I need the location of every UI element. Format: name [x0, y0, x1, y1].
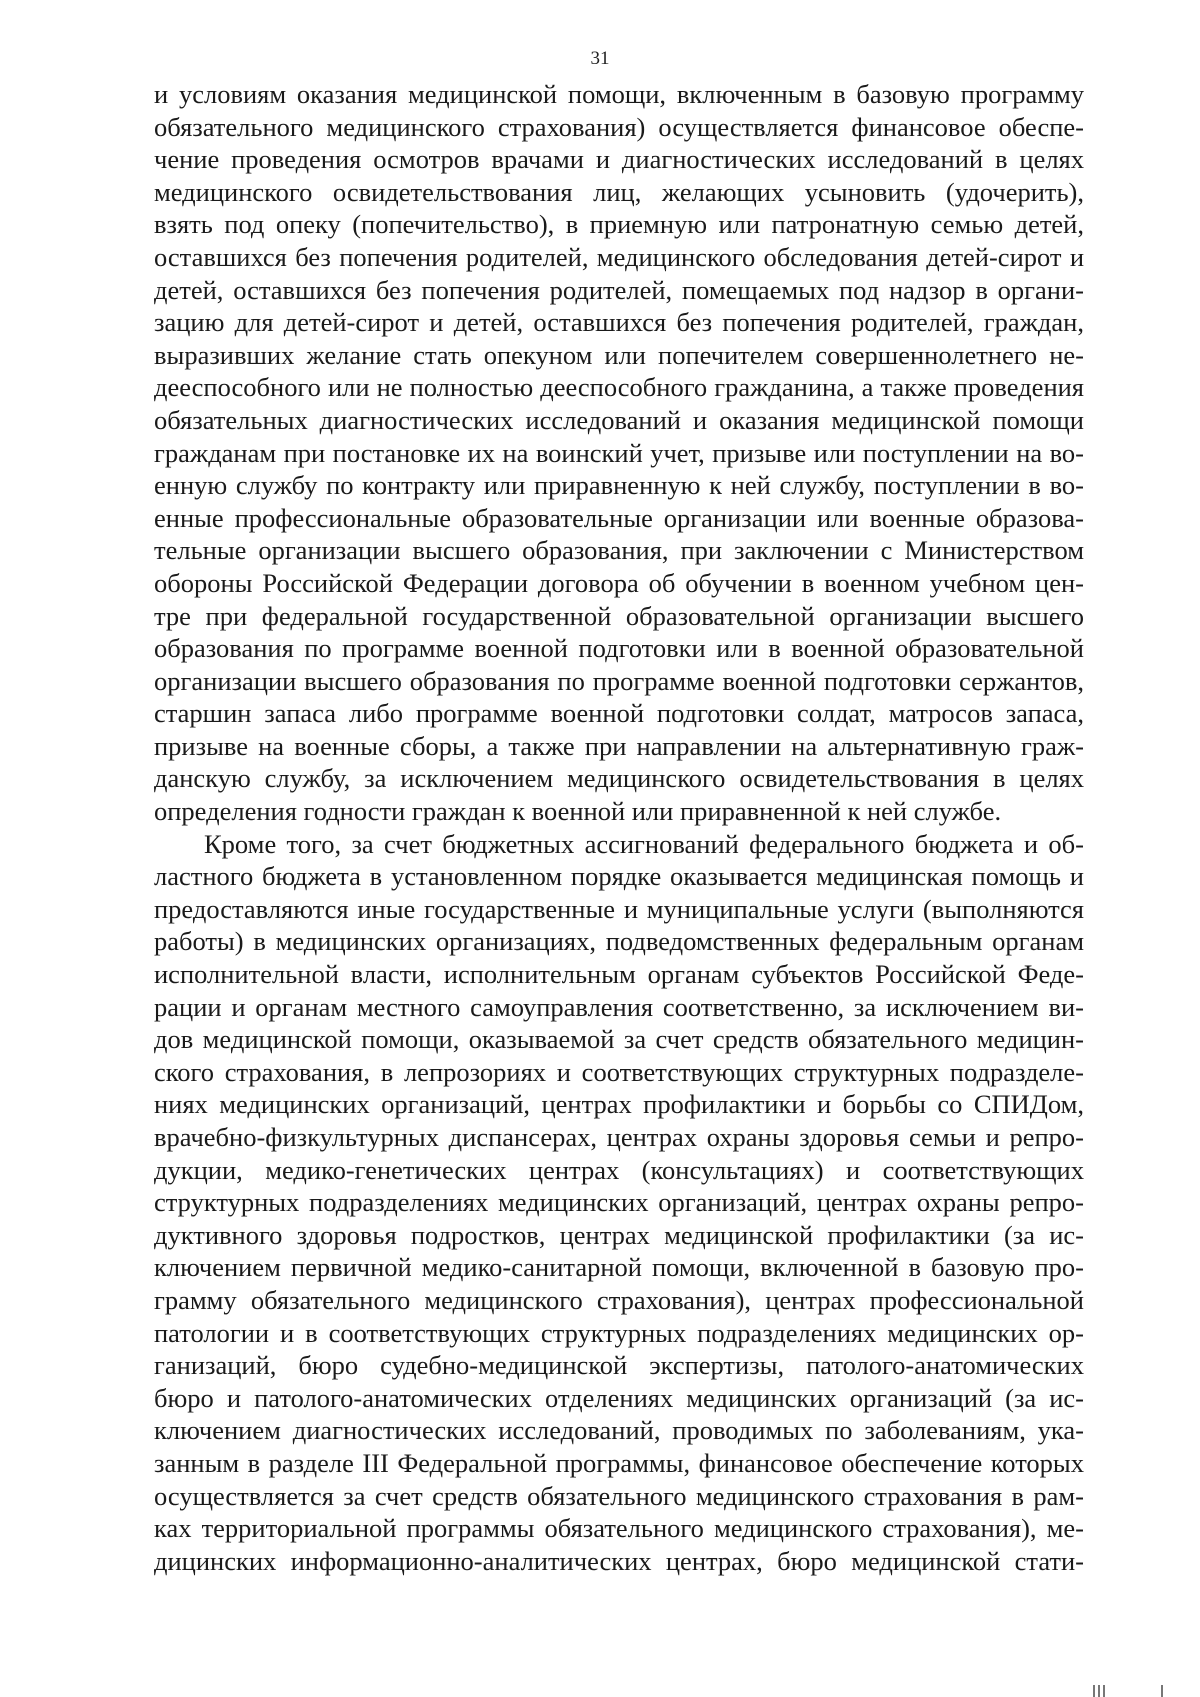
- text-line: ключением первичной медико-санитарной помощи, включенной в базовую про-: [154, 1252, 1084, 1283]
- text-line: образования по программе военной подготовки или в военной образовательной: [154, 633, 1084, 664]
- text-line: данскую службу, за исключением медицинского освидетельствования в целях: [154, 763, 1084, 794]
- paragraph: [154, 78, 1084, 828]
- text-line: рации и органам местного самоуправления соответственно, за исключением ви-: [154, 991, 1084, 1022]
- text-line: ганизаций, бюро судебно-медицинской экспертизы, патолого-анатомических: [154, 1350, 1084, 1381]
- text-line: грамму обязательного медицинского страхования), центрах профессиональной: [154, 1284, 1084, 1315]
- text-line: ках территориальной программы обязательного медицинского страхования), ме-: [154, 1513, 1084, 1544]
- page-number: 31: [590, 48, 610, 69]
- text-line: исполнительной власти, исполнительным органам субъектов Российской Феде-: [154, 959, 1084, 990]
- text-line: детей, оставшихся без попечения родителей, помещаемых под надзор в органи-: [154, 274, 1084, 305]
- text-line: выразивших желание стать опекуном или попечителем совершеннолетнего не-: [154, 339, 1084, 370]
- text-line: работы) в медицинских организациях, подведомственных федеральным органам: [154, 926, 1084, 957]
- text-line: и условиям оказания медицинской помощи, включенным в базовую программу: [154, 79, 1084, 109]
- text-line: старшин запаса либо программе военной подготовки солдат, матросов запаса,: [154, 698, 1084, 729]
- text-line: ластного бюджета в установленном порядке оказывается медицинская помощь и: [154, 861, 1084, 892]
- text-line: медицинского освидетельствования лиц, желающих усыновить (удочерить),: [154, 176, 1084, 207]
- text-line: обязательных диагностических исследований и оказания медицинской помощи: [154, 404, 1084, 435]
- text-line: зацию для детей-сирот и детей, оставшихся без попечения родителей, граждан,: [154, 307, 1084, 338]
- text-line: тельные организации высшего образования, при заключении с Министерством: [154, 535, 1084, 566]
- text-line: патологии и в соответствующих структурных подразделениях медицинских ор-: [154, 1317, 1084, 1348]
- text-line: определения годности граждан к военной или приравненной к ней службе.: [154, 796, 1002, 827]
- body-text: [154, 78, 1084, 1577]
- text-line: Кроме того, за счет бюджетных ассигнований федерального бюджета и об-: [204, 828, 1084, 859]
- text-line: дееспособного или не полностью дееспособного гражданина, а также проведения: [154, 372, 1084, 403]
- text-line: тре при федеральной государственной образовательной организации высшего: [154, 600, 1084, 631]
- paragraph: [154, 828, 1084, 1578]
- text-line: чение проведения осмотров врачами и диагностических исследований в целях: [154, 144, 1084, 175]
- text-line: обязательного медицинского страхования) осуществляется финансовое обеспе-: [154, 111, 1084, 142]
- text-line: дуктивного здоровья подростков, центрах медицинской профилактики (за ис-: [154, 1219, 1084, 1250]
- text-line: дов медицинской помощи, оказываемой за счет средств обязательного медицин-: [154, 1024, 1084, 1055]
- text-line: ниях медицинских организаций, центрах профилактики и борьбы со СПИДом,: [154, 1089, 1084, 1120]
- text-line: оставшихся без попечения родителей, медицинского обследования детей-сирот и: [154, 241, 1084, 272]
- text-line: предоставляются иные государственные и муниципальные услуги (выполняются: [154, 893, 1084, 924]
- text-line: организации высшего образования по программе военной подготовки сержантов,: [154, 665, 1084, 696]
- text-line: дукции, медико-генетических центрах (консультациях) и соответствующих: [154, 1154, 1084, 1185]
- text-line: гражданам при постановке их на воинский учет, призыве или поступлении на во-: [154, 437, 1084, 468]
- text-line: дицинских информационно-аналитических центрах, бюро медицинской стати-: [154, 1545, 1084, 1576]
- scan-artifact-marks: [1093, 1683, 1173, 1697]
- text-line: бюро и патолого-анатомических отделениях медицинских организаций (за ис-: [154, 1382, 1084, 1413]
- text-line: взять под опеку (попечительство), в приемную или патронатную семью детей,: [154, 209, 1084, 240]
- text-line: ключением диагностических исследований, проводимых по заболеваниям, ука-: [154, 1415, 1084, 1446]
- text-line: осуществляется за счет средств обязательного медицинского страхования в рам-: [154, 1480, 1084, 1511]
- text-line: енную службу по контракту или приравненную к ней службу, поступлении в во-: [154, 470, 1084, 501]
- text-line: структурных подразделениях медицинских организаций, центрах охраны репро-: [154, 1187, 1084, 1218]
- text-line: занным в разделе III Федеральной программы, финансовое обеспечение которых: [154, 1447, 1084, 1478]
- text-line: врачебно-физкультурных диспансерах, центрах охраны здоровья семьи и репро-: [154, 1122, 1084, 1152]
- text-line: енные профессиональные образовательные организации или военные образова-: [154, 502, 1084, 533]
- text-line: обороны Российской Федерации договора об обучении в военном учебном цен-: [154, 567, 1084, 598]
- text-line: призыве на военные сборы, а также при направлении на альтернативную граж-: [154, 730, 1084, 761]
- text-line: ского страхования, в лепрозориях и соответствующих структурных подразделе-: [154, 1056, 1084, 1087]
